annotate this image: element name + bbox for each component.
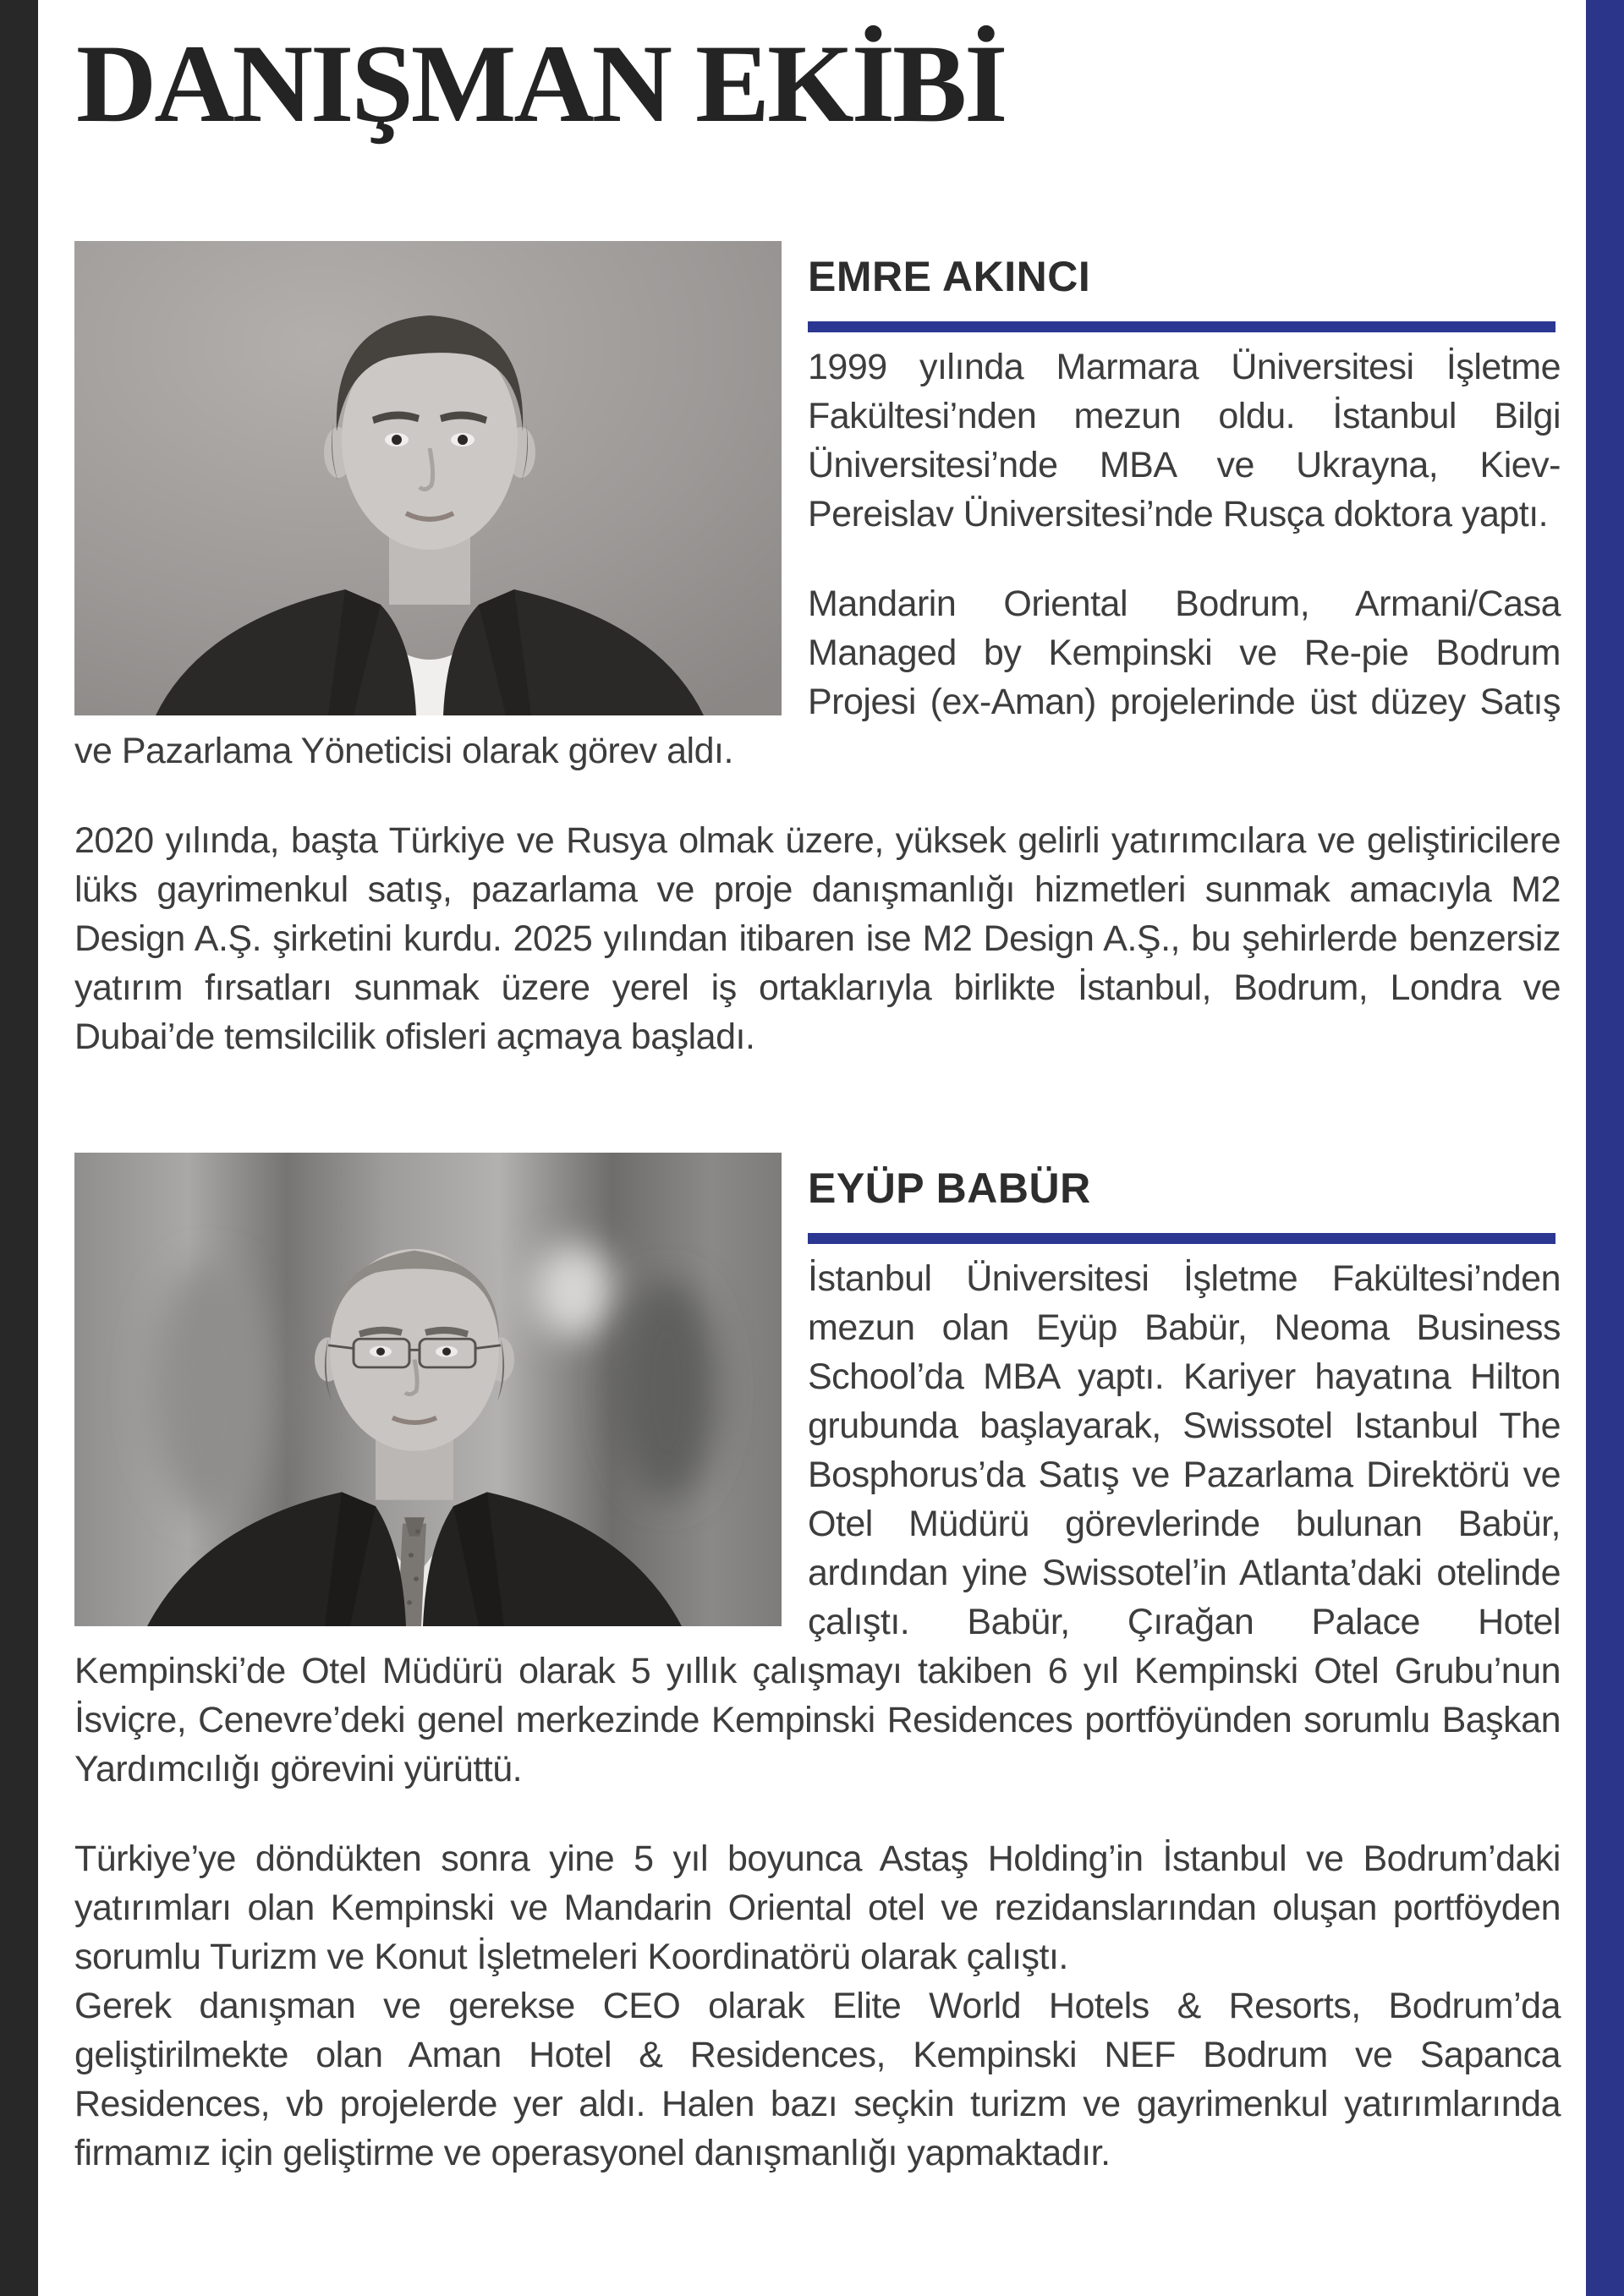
page-title: DANIŞMAN EKİBİ	[76, 21, 1006, 145]
bio-paragraph: 1999 yılında Marmara Üniversitesi İşletme Fakültesi’nden mezun oldu. İstanbul Bilgi Üniversitesi’nde MBA ve Ukrayna, Kiev-Pereislav Üniversitesi’nde Rusça doktora yaptı.	[808, 346, 1561, 534]
bio-paragraph: İstanbul Üniversitesi İşletme Fakültesi’nden mezun olan Eyüp Babür, Neoma Business School’da MBA yaptı. Kariyer hayatına Hilton grubunda başlayarak, Swissotel Istanbul The Bosphorus’da Satış ve Pazarlama Direktörü ve Otel Müdürü görevlerinde bulunan Babür, ardından yine Swissotel’in Atlanta’daki otelinde çalıştı. Babür, Çırağan Palace Hotel Kempinski’de Otel Müdürü olarak 5 yıllık çalışmayı takiben 6 yıl Kempinski Otel Grubu’nun İsviçre, Cenevre’deki genel merkezinde Kempinski Residences portföyünden sorumlu Başkan Yardımcılığı görevini yürüttü.	[74, 1258, 1561, 1789]
profile-name-emre-akinci: EMRE AKINCI	[808, 252, 1091, 300]
blue-divider	[808, 321, 1555, 332]
portrait-illustration	[74, 241, 782, 715]
profile-section-eyup-babur	[74, 1153, 1561, 2178]
profile-section-emre-akinci	[74, 241, 1561, 1061]
bio-paragraph: 2020 yılında, başta Türkiye ve Rusya olmak üzere, yüksek gelirli yatırımcılara ve geliştiricilere lüks gayrimenkul satış, pazarlama ve proje danışmanlığı hizmetleri sunmak amacıyla M2 Design A.Ş. şirketini kurdu. 2025 yılından itibaren ise M2 Design A.Ş., bu şehirlerde benzersiz yatırım fırsatları sunmak üzere yerel iş ortaklarıyla birlikte İstanbul, Bodrum, Londra ve Dubai’de temsilcilik ofisleri açmaya başladı.	[74, 819, 1561, 1057]
profile-name-eyup-babur: EYÜP BABÜR	[808, 1164, 1091, 1212]
page-content	[74, 0, 1561, 2178]
bio-paragraph: Gerek danışman ve gerekse CEO olarak Elite World Hotels & Resorts, Bodrum’da geliştirilmekte olan Aman Hotel & Residences, Kempinski NEF Bodrum ve Sapanca Residences, vb projelerde yer aldı. Halen bazı seçkin turizm ve gayrimenkul yatırımlarında firmamız için geliştirme ve operasyonel danışmanlığı yapmaktadır.	[74, 1985, 1561, 2173]
bio-paragraph: Mandarin Oriental Bodrum, Armani/Casa Managed by Kempinski ve Re-pie Bodrum Projesi (ex-Aman) projelerinde üst düzey Satış ve Pazarlama Yöneticisi olarak görev aldı.	[74, 583, 1561, 771]
bio-paragraph: Türkiye’ye döndükten sonra yine 5 yıl boyunca Astaş Holding’in İstanbul ve Bodrum’daki yatırımları olan Kempinski ve Mandarin Oriental otel ve rezidanslarından oluşan portföyden sorumlu Turizm ve Konut İşletmeleri Koordinatörü olarak çalıştı.	[74, 1838, 1561, 1977]
eyup-babur-photo	[74, 1153, 782, 1626]
left-edge-bar	[0, 0, 38, 2296]
portrait-illustration	[74, 1153, 782, 1626]
blue-divider	[808, 1233, 1555, 1244]
emre-akinci-photo	[74, 241, 782, 715]
right-edge-bar	[1586, 0, 1624, 2296]
